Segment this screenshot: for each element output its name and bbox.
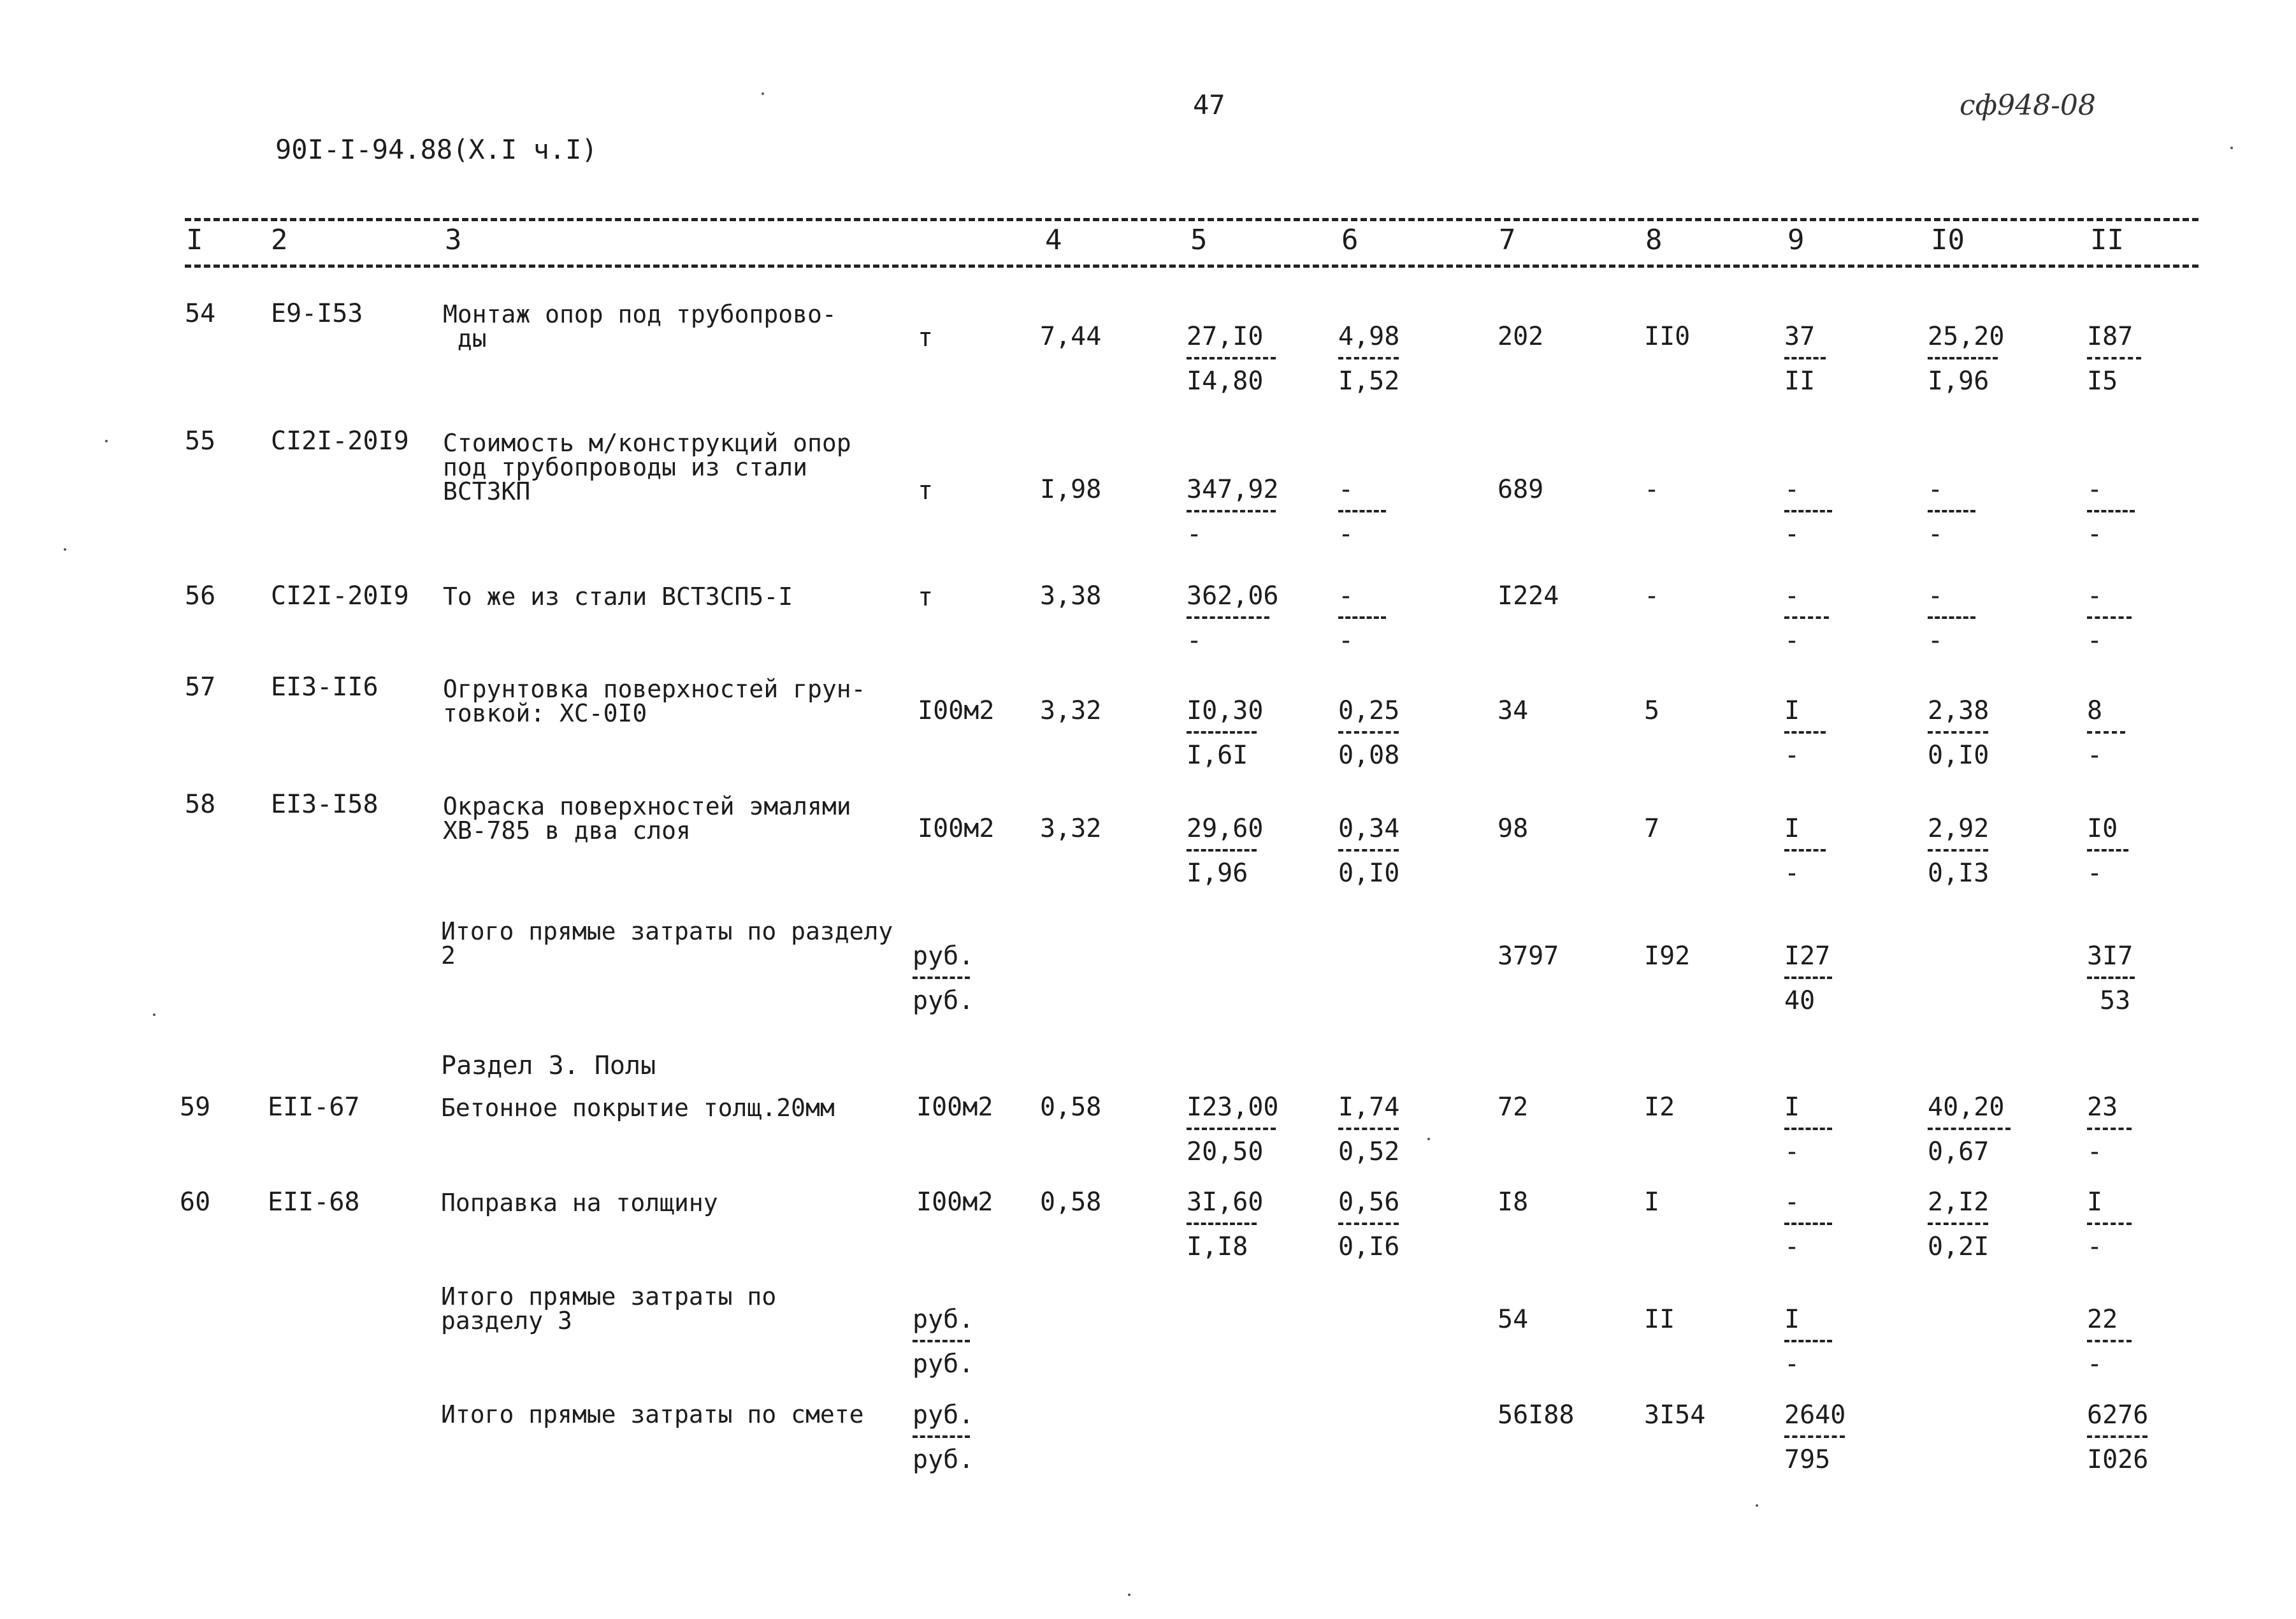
row-number: 56 [185,581,216,611]
machine-cost-value: 0,56 [1338,1187,1400,1217]
machine-cost-fraction [1338,583,1386,653]
unit-cost-fraction [1187,324,1276,394]
wages-total: II0 [1644,322,1691,351]
wages-total: I [1644,1187,1660,1217]
value-bottom: - [2087,1232,2103,1261]
currency-top: руб. [913,1305,974,1334]
machine-total-fraction [1784,477,1832,547]
machine-cost-fraction [1338,324,1399,394]
value-top: - [1928,475,1944,504]
column-header: 4 [1045,224,1062,256]
quantity: I,98 [1040,475,1102,504]
value-top: 2640 [1784,1400,1846,1430]
value-bottom: - [1784,1232,1800,1261]
currency-top: руб. [913,1400,974,1430]
machine-cost-value: - [1338,581,1354,611]
column-header: 9 [1787,224,1805,256]
wages-total: 3I54 [1644,1400,1706,1430]
labor-unit-fraction [1928,324,2004,394]
currency-fraction [913,943,974,1013]
machine-wages-value: 0,I0 [1338,859,1400,888]
machine-total-fraction [1784,1402,1845,1472]
unit-cost-fraction [1187,1189,1263,1260]
total-cost: 3797 [1498,941,1559,971]
total-cost: I8 [1498,1187,1529,1217]
table-header-bottom-rule [185,265,2199,268]
unit-cost-value: 27,I0 [1187,322,1264,351]
labor-total-fraction [2087,816,2128,886]
total-cost: I224 [1498,581,1559,611]
labor-total-fraction [2087,698,2125,768]
machine-wages-value: 0,52 [1338,1137,1400,1166]
unit-cost-value: 362,06 [1187,581,1279,611]
wages-total: 5 [1644,696,1660,725]
value-top: I [1784,814,1800,843]
rate-code: E9-I53 [271,299,363,328]
labor-unit-fraction [1928,1189,1989,1260]
machine-wages-value: - [1338,626,1354,655]
machine-cost-value: 0,25 [1338,696,1400,725]
value-top: 8 [2087,696,2103,725]
currency-bottom: руб. [913,1445,974,1474]
value-top: 22 [2087,1305,2118,1334]
labor-total-fraction [2087,1094,2132,1165]
wages-total: I92 [1644,941,1691,971]
total-cost: 54 [1498,1305,1529,1334]
value-top: 40,20 [1928,1093,2005,1122]
value-top: 37 [1784,322,1816,351]
unit: I00м2 [916,1093,993,1122]
currency-fraction [913,1402,974,1472]
value-bottom: 795 [1784,1445,1831,1474]
speck [153,1013,155,1016]
quantity: 0,58 [1040,1093,1102,1122]
total-cost: 689 [1498,475,1544,504]
machine-wages-value: 0,08 [1338,741,1400,770]
unit: I00м2 [918,696,995,725]
machine-total-fraction [1784,1189,1832,1260]
value-top: - [2087,581,2103,611]
value-bottom: - [1784,741,1800,770]
value-bottom: - [1784,626,1800,655]
machine-wages-value: I,52 [1338,367,1400,396]
speck [105,440,108,442]
labor-total-fraction [2087,477,2135,547]
value-bottom: I5 [2087,367,2118,396]
machine-cost-value: 0,34 [1338,814,1400,843]
unit-wages-value: I,96 [1187,859,1248,888]
value-top: 2,I2 [1928,1187,1989,1217]
value-bottom: - [1784,519,1800,549]
value-top: - [1784,475,1800,504]
unit: I00м2 [916,1187,993,1217]
value-top: I [1784,1093,1800,1122]
rate-code: EII-67 [268,1093,360,1122]
document-code: 90I-I-94.88(X.I ч.I) [275,134,598,165]
section-title: Раздел 3. Полы [441,1051,656,1080]
machine-cost-value: I,74 [1338,1093,1400,1122]
work-description: Окраска поверхностей эмалями ХВ-785 в два слоя [443,792,851,845]
machine-cost-value: - [1338,475,1354,504]
value-top: I [1784,1305,1800,1334]
row-number: 54 [185,299,216,328]
unit-wages-value: - [1187,626,1202,655]
work-description: Стоимость м/конструкций опор под трубопроводы из стали ВСТ3КП [443,429,851,505]
currency-bottom: руб. [913,1349,974,1379]
value-top: I [2087,1187,2103,1217]
column-header: 2 [271,224,288,256]
currency-top: руб. [913,941,974,971]
unit-cost-value: 347,92 [1187,475,1279,504]
labor-total-fraction [2087,324,2141,394]
unit: I00м2 [918,814,995,843]
unit-wages-value: I,I8 [1187,1232,1248,1261]
wages-total: - [1644,475,1660,504]
rate-code: EI3-I58 [271,790,379,819]
rate-code: EII-68 [268,1187,360,1217]
unit-cost-fraction [1187,698,1263,768]
value-bottom: - [2087,626,2103,655]
unit-wages-value: I4,80 [1187,367,1264,396]
machine-cost-fraction [1338,1094,1399,1165]
value-top: - [1928,581,1944,611]
value-bottom: 0,2I [1928,1232,1989,1261]
column-header: 6 [1341,224,1359,256]
work-description: Огрунтовка поверхностей грун- товкой: ХС-0I0 [443,675,866,727]
rate-code: CI2I-20I9 [271,581,409,611]
value-bottom: 40 [1784,986,1816,1015]
quantity: 7,44 [1040,322,1102,351]
value-top: 25,20 [1928,322,2005,351]
unit-cost-value: 29,60 [1187,814,1264,843]
machine-wages-value: 0,I6 [1338,1232,1400,1261]
unit-cost-fraction [1187,1094,1279,1165]
value-bottom: 53 [2100,986,2131,1015]
total-cost: 202 [1498,322,1544,351]
value-bottom: - [2087,1137,2103,1166]
unit-wages-value: 20,50 [1187,1137,1264,1166]
value-bottom: I026 [2087,1445,2149,1474]
wages-total: I2 [1644,1093,1675,1122]
labor-total-fraction [2087,1307,2132,1377]
value-top: I [1784,696,1800,725]
unit-cost-fraction [1187,477,1279,547]
column-header: I [186,224,203,256]
machine-total-fraction [1784,943,1832,1013]
total-cost: 72 [1498,1093,1529,1122]
currency-fraction [913,1307,974,1377]
value-top: 2,92 [1928,814,1989,843]
unit-cost-value: I0,30 [1187,696,1264,725]
work-description: Монтаж опор под трубопрово- ды [443,300,837,352]
unit: т [918,323,934,352]
labor-unit-fraction [1928,1094,2011,1165]
quantity: 3,38 [1040,581,1102,611]
row-number: 58 [185,790,216,819]
machine-total-fraction [1784,816,1826,886]
column-header: 5 [1190,224,1208,256]
machine-wages-value: - [1338,519,1354,549]
value-bottom: - [2087,1349,2103,1379]
value-bottom: - [1784,1137,1800,1166]
value-top: I87 [2087,322,2134,351]
grand-total-label: Итого прямые затраты по смете [441,1400,864,1428]
machine-cost-fraction [1338,698,1399,768]
speck [762,92,764,95]
machine-cost-fraction [1338,1189,1399,1260]
value-top: 6276 [2087,1400,2149,1430]
column-header: I0 [1931,224,1965,256]
work-description: Бетонное покрытие толщ.20мм [441,1094,835,1122]
speck [64,548,66,551]
machine-cost-fraction [1338,477,1386,547]
labor-unit-fraction [1928,698,1989,768]
value-top: 2,38 [1928,696,1989,725]
machine-total-fraction [1784,1094,1832,1165]
labor-unit-fraction [1928,477,1975,547]
unit-cost-value: I23,00 [1187,1093,1279,1122]
value-top: 23 [2087,1093,2118,1122]
row-number: 57 [185,672,216,702]
labor-total-fraction [2087,1189,2132,1260]
rate-code: EI3-II6 [271,672,379,702]
value-bottom: - [2087,519,2103,549]
column-header: 3 [445,224,462,256]
column-header: 7 [1499,224,1516,256]
value-bottom: - [1928,519,1944,549]
labor-total-fraction [2087,583,2132,653]
unit-wages-value: - [1187,519,1202,549]
machine-total-fraction [1784,324,1826,394]
machine-total-fraction [1784,1307,1832,1377]
value-bottom: 0,67 [1928,1137,1989,1166]
unit-cost-fraction [1187,816,1263,886]
value-bottom: - [1928,626,1944,655]
machine-total-fraction [1784,583,1829,653]
wages-total: - [1644,581,1660,611]
labor-unit-fraction [1928,816,1989,886]
column-header: II [2090,224,2124,256]
speck [1128,1594,1130,1596]
unit: т [918,476,934,505]
speck [1756,1504,1758,1507]
value-bottom: - [1784,859,1800,888]
rate-code: CI2I-20I9 [271,426,409,456]
machine-total-fraction [1784,698,1826,768]
total-cost: 98 [1498,814,1529,843]
value-bottom: 0,I3 [1928,859,1989,888]
value-bottom: - [1784,1349,1800,1379]
subtotal-label: Итого прямые затраты по разделу 2 [441,917,893,969]
value-bottom: II [1784,367,1816,396]
labor-unit-fraction [1928,583,1975,653]
value-top: - [2087,475,2103,504]
value-top: 3I7 [2087,941,2134,971]
row-number: 59 [180,1093,211,1122]
unit-cost-fraction [1187,583,1279,653]
work-description: Поправка на толщину [441,1189,718,1217]
machine-cost-value: 4,98 [1338,322,1400,351]
unit-wages-value: I,6I [1187,741,1248,770]
labor-total-fraction [2087,1402,2148,1472]
handwritten-mark: сф948-08 [1960,89,2096,122]
quantity: 0,58 [1040,1187,1102,1217]
value-top: - [1784,581,1800,611]
currency-bottom: руб. [913,986,974,1015]
labor-total-fraction [2087,943,2135,1013]
quantity: 3,32 [1040,696,1102,725]
value-top: I27 [1784,941,1831,971]
value-top: - [1784,1187,1800,1217]
value-bottom: I,96 [1928,367,1989,396]
page-number: 47 [1193,89,1225,120]
row-number: 55 [185,426,216,456]
unit-cost-value: 3I,60 [1187,1187,1264,1217]
value-top: I0 [2087,814,2118,843]
value-bottom: 0,I0 [1928,741,1989,770]
row-number: 60 [180,1187,211,1217]
speck [2230,147,2233,149]
machine-cost-fraction [1338,816,1399,886]
speck [1427,1138,1430,1140]
table-header-top-rule [185,218,2199,221]
value-bottom: - [2087,859,2103,888]
total-cost: 34 [1498,696,1529,725]
wages-total: 7 [1644,814,1660,843]
total-cost: 56I88 [1498,1400,1575,1430]
wages-total: II [1644,1305,1675,1334]
quantity: 3,32 [1040,814,1102,843]
work-description: То же из стали ВСТ3СП5-I [443,583,793,611]
unit: т [918,583,934,612]
column-header: 8 [1645,224,1663,256]
value-bottom: - [2087,741,2103,770]
subtotal-label: Итого прямые затраты по разделу 3 [441,1282,777,1335]
